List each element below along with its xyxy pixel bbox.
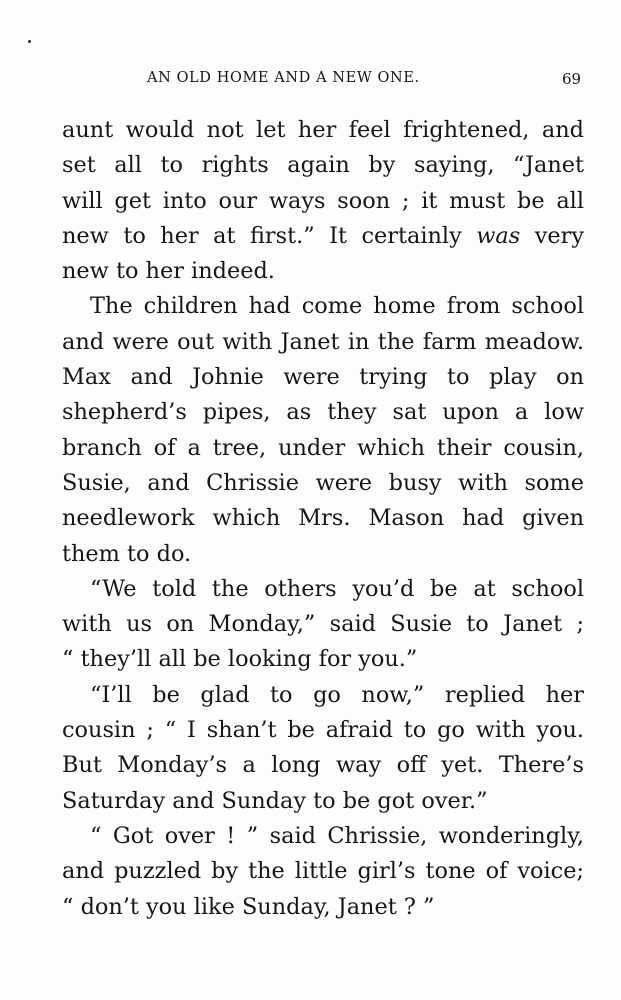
ink-speck (28, 40, 31, 43)
text-line: The children had come home from school (90, 293, 584, 320)
text-line: them to do. (62, 540, 192, 567)
text-line: aunt would not let her feel frightened, and (62, 117, 584, 143)
text-line: branch of a tree, under which their cousin, (62, 434, 584, 461)
page-number: 69 (562, 70, 582, 88)
text-line: “ Got over ! ” said Chrissie, wonderingly, (90, 822, 584, 849)
text-line (62, 219, 584, 254)
text-line: new to her indeed. (62, 258, 275, 285)
text-run: very (520, 222, 585, 249)
running-head-title: AN OLD HOME AND A NEW ONE. (147, 70, 420, 86)
paragraph (62, 113, 584, 289)
text-line: will get into our ways soon ; it must be all (62, 187, 584, 214)
text-line: needlework which Mrs. Mason had given (62, 505, 584, 532)
paragraph (62, 572, 584, 678)
text-line: cousin ; “ I shan’t be afraid to go with you. (62, 717, 584, 744)
text-line: “ don’t you like Sunday, Janet ? ” (62, 893, 435, 920)
text-line: But Monday’s a long way off yet. There’s (62, 752, 584, 779)
paragraph (62, 819, 584, 925)
paragraph (62, 289, 584, 571)
text-line: “I’ll be glad to go now,” replied her (90, 681, 584, 708)
text-line: Max and Johnie were trying to play on (62, 364, 584, 391)
text-line: “We told the others you’d be at school (90, 575, 584, 602)
text-line: “ they’ll all be looking for you.” (62, 646, 418, 673)
text-run: new to her at first.” It certainly (62, 222, 477, 249)
text-line: Susie, and Chrissie were busy with some (62, 469, 584, 496)
running-head (0, 70, 621, 92)
text-line: and puzzled by the little girl’s tone of voice; (62, 858, 584, 885)
italic-word: was (476, 222, 521, 249)
paragraph (62, 678, 584, 819)
text-line: with us on Monday,” said Susie to Janet ; (62, 611, 584, 638)
text-line: set all to rights again by saying, “Janet (62, 152, 584, 179)
text-line: and were out with Janet in the farm meadow. (62, 328, 584, 355)
body-text (62, 113, 584, 925)
text-line: shepherd’s pipes, as they sat upon a low (62, 399, 584, 426)
text-line: Saturday and Sunday to be got over.” (62, 787, 488, 814)
